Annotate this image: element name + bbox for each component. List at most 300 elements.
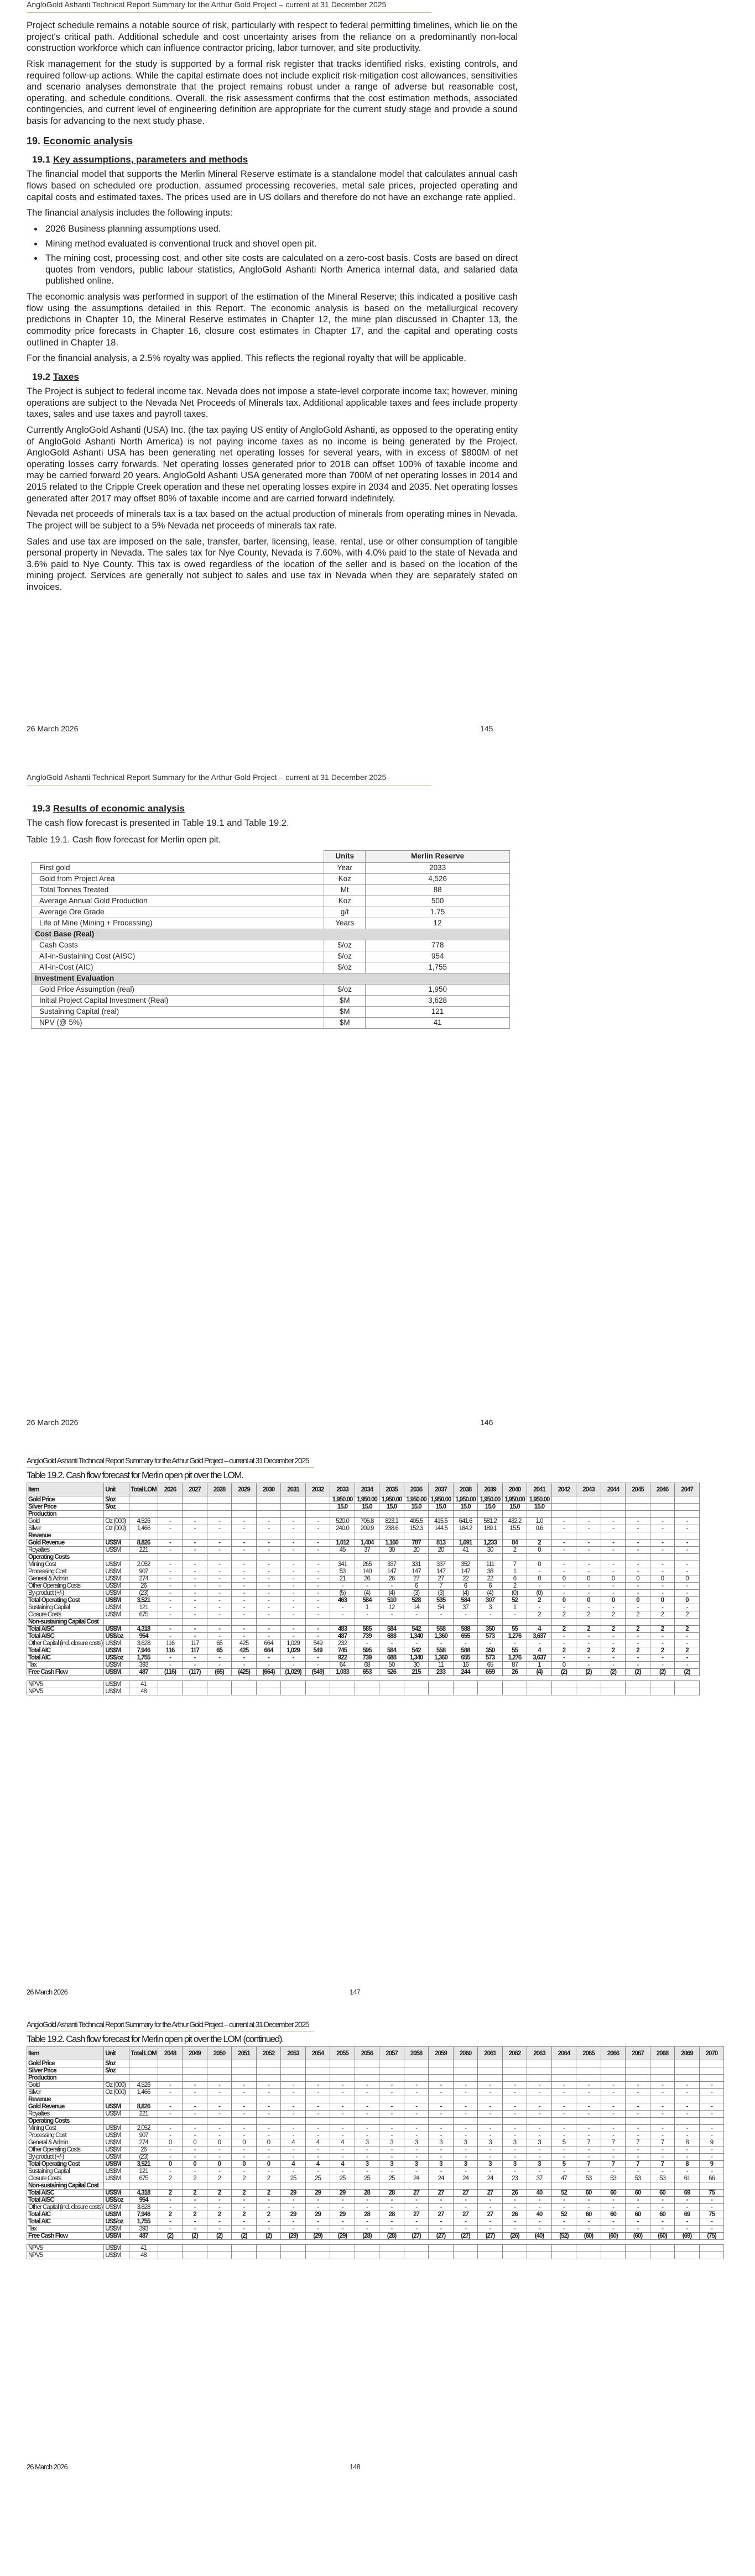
row-year-value: - <box>453 1640 478 1647</box>
row-year-value: - <box>330 2082 355 2089</box>
row-total: 221 <box>129 2111 158 2118</box>
row-year-value: 60 <box>576 2190 601 2197</box>
row-year-value: - <box>281 2197 306 2204</box>
row-year-value <box>429 2096 454 2103</box>
row-year-value: - <box>502 2204 527 2211</box>
row-total: 2,052 <box>129 1561 158 1568</box>
row-year-value: - <box>305 1654 330 1662</box>
paragraph: Project schedule remains a notable source of risk, particularly with respect to federal permitting timelines, which lie on the project's critical path. Additional schedule and cost uncertainty arises from the reliance on a predominantly non-local construction workforce which can influence contractor pricing, labor turnover, and site productivity. <box>27 20 518 54</box>
row-year-value: - <box>650 1525 675 1532</box>
row-year-value: - <box>675 1568 700 1575</box>
row-unit: $/oz <box>324 984 366 995</box>
row-year-value: - <box>576 1518 601 1525</box>
row-year-value: - <box>404 2103 429 2111</box>
row-year-value: (2) <box>183 2233 207 2240</box>
row-year-value: - <box>281 1611 306 1619</box>
row-year-value: - <box>626 1633 650 1640</box>
row-year-value <box>650 2096 675 2103</box>
section-heading <box>27 135 518 148</box>
row-year-value: 24 <box>453 2175 478 2182</box>
row-year-value: - <box>527 2082 552 2089</box>
row-year-value <box>281 1554 306 1561</box>
row-year-value <box>478 2096 503 2103</box>
row-year-value: - <box>281 1518 306 1525</box>
row-year-value: 2 <box>576 1626 601 1633</box>
row-year-value: 1,950.00 <box>453 1496 478 1504</box>
row-year-value <box>379 1619 404 1626</box>
row-year-value: 405.5 <box>404 1518 429 1525</box>
row-year-value <box>576 2245 601 2252</box>
row-year-value: - <box>207 1611 232 1619</box>
row-year-value: - <box>601 1547 626 1554</box>
row-year-value: 24 <box>429 2175 454 2182</box>
row-year-value: - <box>207 2226 232 2233</box>
page-145 <box>0 0 755 763</box>
row-year-value: - <box>601 2218 626 2226</box>
header-year: 2051 <box>232 2047 257 2060</box>
row-year-value: 4 <box>330 2139 355 2146</box>
row-year-value: - <box>232 1626 257 1633</box>
row-year-value: - <box>207 1547 232 1554</box>
row-year-value <box>453 1554 478 1561</box>
row-year-value <box>281 2096 306 2103</box>
row-unit: US$M <box>104 2111 129 2118</box>
row-year-value: - <box>650 1633 675 1640</box>
row-year-value <box>232 1504 257 1511</box>
row-year-value: - <box>158 1525 183 1532</box>
row-year-value: 510 <box>379 1597 404 1604</box>
header-year: 2038 <box>453 1483 478 1496</box>
row-year-value: - <box>158 1547 183 1554</box>
row-year-value: - <box>626 1662 650 1669</box>
row-year-value: - <box>207 2103 232 2111</box>
row-label: NPV5 <box>27 2252 104 2259</box>
row-year-value <box>576 2075 601 2082</box>
row-year-value: - <box>158 2132 183 2139</box>
row-year-value <box>551 2075 576 2082</box>
row-year-value: (0) <box>502 1590 527 1597</box>
row-year-value: (2) <box>675 1669 700 1676</box>
header-year: 2029 <box>232 1483 257 1496</box>
footer-date: 26 March 2026 <box>27 1988 67 1996</box>
row-year-value: - <box>305 1518 330 1525</box>
row-year-value <box>675 2060 700 2067</box>
row-year-value: 0 <box>158 2139 183 2146</box>
bullet-list <box>43 223 518 287</box>
row-year-value <box>305 1688 330 1695</box>
row-year-value: - <box>576 1525 601 1532</box>
row-year-value: - <box>478 2154 503 2161</box>
row-year-value: 2 <box>183 2211 207 2218</box>
row-unit: US$M <box>104 1662 129 1669</box>
row-year-value: - <box>158 2226 183 2233</box>
row-year-value <box>183 1688 207 1695</box>
row-year-value: - <box>453 2132 478 2139</box>
row-year-value: - <box>675 2204 700 2211</box>
row-year-value: 7 <box>576 2161 601 2168</box>
row-year-value <box>355 1532 379 1540</box>
row-year-value: (52) <box>551 2233 576 2240</box>
row-year-value: 558 <box>429 1626 454 1633</box>
row-year-value: (26) <box>502 2233 527 2240</box>
row-year-value: - <box>576 2226 601 2233</box>
row-year-value: - <box>626 2111 650 2118</box>
row-year-value: - <box>379 2154 404 2161</box>
row-label: Other Operating Costs <box>27 1583 104 1590</box>
row-year-value: - <box>502 1640 527 1647</box>
row-year-value: 3,637 <box>527 1633 552 1640</box>
row-year-value <box>256 2182 281 2190</box>
row-label: Total AISC <box>27 2197 104 2204</box>
row-year-value: - <box>207 1662 232 1669</box>
row-year-value <box>158 1504 183 1511</box>
table-caption: Table 19.2. Cash flow forecast for Merlin open pit over the LOM. <box>27 1470 243 1480</box>
row-year-value: - <box>626 2125 650 2132</box>
row-year-value <box>158 1511 183 1518</box>
table-row <box>27 1583 700 1590</box>
row-year-value: 20 <box>404 1547 429 1554</box>
row-year-value: 29 <box>305 2211 330 2218</box>
row-unit: US$M <box>104 1611 129 1619</box>
row-year-value: - <box>256 1662 281 1669</box>
row-year-value <box>453 1688 478 1695</box>
row-year-value: 584 <box>379 1647 404 1654</box>
row-year-value: 2 <box>551 1611 576 1619</box>
header-year: 2033 <box>330 1483 355 1496</box>
row-unit: US$/oz <box>104 1633 129 1640</box>
row-year-value: 0 <box>551 1597 576 1604</box>
row-year-value: 4 <box>305 2161 330 2168</box>
row-year-value <box>478 1688 503 1695</box>
row-year-value <box>355 1511 379 1518</box>
row-year-value: - <box>355 2197 379 2204</box>
row-unit <box>104 1532 129 1540</box>
row-year-value: - <box>675 2197 700 2204</box>
row-year-value: 7 <box>626 2139 650 2146</box>
row-year-value: - <box>207 2111 232 2118</box>
row-label: Other Capital (incl. closure costs) <box>27 2204 104 2211</box>
row-year-value: (40) <box>527 2233 552 2240</box>
header-item: Item <box>27 1483 104 1496</box>
header-year: 2053 <box>281 2047 306 2060</box>
row-year-value <box>256 1688 281 1695</box>
row-year-value: 87 <box>502 1662 527 1669</box>
row-year-value: 463 <box>330 1597 355 1604</box>
row-year-value <box>404 2067 429 2075</box>
row-year-value: 6 <box>404 1583 429 1590</box>
row-year-value: 5 <box>551 2139 576 2146</box>
footer-date: 26 March 2026 <box>27 724 79 733</box>
row-year-value: 25 <box>281 2175 306 2182</box>
row-year-value: 215 <box>404 1669 429 1676</box>
row-year-value <box>453 2067 478 2075</box>
row-year-value: 2 <box>527 1597 552 1604</box>
row-year-value: - <box>551 2089 576 2096</box>
table-row <box>27 1568 700 1575</box>
row-year-value: - <box>404 1611 429 1619</box>
row-year-value: - <box>232 1525 257 1532</box>
row-year-value: - <box>256 2226 281 2233</box>
row-total: 26 <box>129 1583 158 1590</box>
row-total <box>129 1532 158 1540</box>
row-unit: US$M <box>104 2125 129 2132</box>
row-year-value <box>355 1619 379 1626</box>
row-year-value: - <box>158 1568 183 1575</box>
row-year-value: 60 <box>601 2190 626 2197</box>
row-year-value: - <box>281 1540 306 1547</box>
row-year-value: 22 <box>478 1575 503 1583</box>
row-year-value: - <box>551 1654 576 1662</box>
row-unit: US$M <box>104 1583 129 1590</box>
row-year-value: 3,637 <box>527 1654 552 1662</box>
row-year-value: - <box>207 1540 232 1547</box>
subsection-number: 19.3 <box>32 803 51 814</box>
row-year-value <box>158 2096 183 2103</box>
row-year-value <box>675 2075 700 2082</box>
row-year-value <box>527 1532 552 1540</box>
row-year-value: - <box>281 2082 306 2089</box>
row-year-value: 28 <box>379 2190 404 2197</box>
table-row <box>32 862 510 873</box>
row-year-value: 542 <box>404 1647 429 1654</box>
row-year-value <box>626 1688 650 1695</box>
row-unit: US$M <box>104 2226 129 2233</box>
row-year-value: - <box>232 2103 257 2111</box>
row-unit: US$M <box>104 2154 129 2161</box>
row-year-value: - <box>576 2204 601 2211</box>
row-year-value: - <box>281 2125 306 2132</box>
row-year-value: - <box>478 2197 503 2204</box>
row-year-value: - <box>675 2132 700 2139</box>
row-year-value: - <box>601 2197 626 2204</box>
row-year-value: - <box>404 2125 429 2132</box>
row-year-value <box>699 2240 724 2245</box>
row-year-value <box>305 2240 330 2245</box>
row-year-value: - <box>330 2154 355 2161</box>
row-year-value <box>256 1619 281 1626</box>
table-row <box>32 884 510 896</box>
row-year-value <box>207 1496 232 1504</box>
row-year-value: 653 <box>355 1669 379 1676</box>
row-year-value: 2 <box>527 1611 552 1619</box>
row-year-value: - <box>699 2226 724 2233</box>
row-year-value: 55 <box>502 1647 527 1654</box>
paragraph: Sales and use tax are imposed on the sale, transfer, barter, licensing, lease, rental, use or other consumption of tangible personal property in Nevada. The sales tax for Nye County, Nevada is 7.60%, with 4.0% paid to the state of Nevada and 3.6% paid to Nye County. This tax is owed regardless of the location of the seller and is based on the location of the mining project. Services are generally not subject to sales and use tax in Nevada when they are separately stated on invoices. <box>27 536 518 592</box>
row-year-value: - <box>650 1662 675 1669</box>
row-year-value: (425) <box>232 1669 257 1676</box>
row-year-value <box>453 1676 478 1681</box>
row-year-value: 581.2 <box>478 1518 503 1525</box>
header-year: 2060 <box>453 2047 478 2060</box>
table-row <box>32 940 510 951</box>
row-year-value <box>404 1532 429 1540</box>
row-year-value: - <box>207 2218 232 2226</box>
row-year-value: - <box>576 2132 601 2139</box>
row-year-value <box>626 2182 650 2190</box>
row-year-value: - <box>355 2132 379 2139</box>
row-year-value <box>502 1532 527 1540</box>
row-year-value: 15.5 <box>502 1525 527 1532</box>
row-year-value: 55 <box>502 1626 527 1633</box>
row-year-value: - <box>379 2226 404 2233</box>
row-year-value <box>158 2240 183 2245</box>
row-year-value: 573 <box>478 1633 503 1640</box>
row-year-value <box>478 2075 503 2082</box>
header-year: 2055 <box>330 2047 355 2060</box>
row-year-value: 0 <box>650 1597 675 1604</box>
row-year-value <box>576 1511 601 1518</box>
row-year-value <box>527 1511 552 1518</box>
row-year-value: 1,029 <box>281 1640 306 1647</box>
row-year-value: - <box>626 2082 650 2089</box>
row-year-value: 1,033 <box>330 1669 355 1676</box>
row-year-value: - <box>576 2218 601 2226</box>
row-year-value: - <box>527 2089 552 2096</box>
header-year: 2026 <box>158 1483 183 1496</box>
row-year-value <box>650 2240 675 2245</box>
paragraph: The financial model that supports the Merlin Mineral Reserve estimate is a standalone model that calculates annual cash flows based on scheduled ore production, assumed processing recoveries, metal sale prices, projected operating and capital costs and estimated taxes. The prices used are in US dollars and therefore do not have an exchange rate applied. <box>27 169 518 202</box>
row-unit: Mt <box>324 884 366 896</box>
row-year-value: - <box>256 1611 281 1619</box>
row-year-value: 2 <box>551 1626 576 1633</box>
header-year: 2043 <box>576 1483 601 1496</box>
row-year-value: 655 <box>453 1633 478 1640</box>
table-row <box>27 2139 724 2146</box>
row-total: 7,946 <box>129 2211 158 2218</box>
row-year-value: 641.6 <box>453 1518 478 1525</box>
row-year-value: - <box>232 1547 257 1554</box>
footer-page-number: 147 <box>350 1988 360 1996</box>
table-row <box>32 995 510 1006</box>
row-year-value: 0 <box>158 2161 183 2168</box>
row-year-value: - <box>330 2125 355 2132</box>
row-year-value: - <box>601 1662 626 1669</box>
row-total <box>129 1554 158 1561</box>
row-year-value: - <box>699 2168 724 2175</box>
row-year-value: 7 <box>650 2139 675 2146</box>
row-year-value <box>551 1619 576 1626</box>
row-year-value <box>207 1532 232 1540</box>
row-year-value: - <box>305 2226 330 2233</box>
row-year-value: - <box>330 1583 355 1590</box>
row-year-value: 25 <box>330 2175 355 2182</box>
row-year-value: - <box>650 2082 675 2089</box>
row-year-value: - <box>650 1540 675 1547</box>
row-year-value <box>478 1511 503 1518</box>
row-year-value <box>626 2252 650 2259</box>
row-year-value: 60 <box>626 2190 650 2197</box>
table-row <box>27 2111 724 2118</box>
table-row <box>27 1619 700 1626</box>
row-year-value: - <box>626 1547 650 1554</box>
row-year-value: - <box>675 2226 700 2233</box>
row-year-value <box>232 1619 257 1626</box>
row-year-value: - <box>675 2168 700 2175</box>
row-year-value: 209.9 <box>355 1525 379 1532</box>
row-year-value: - <box>256 2197 281 2204</box>
row-year-value: 60 <box>650 2190 675 2197</box>
row-year-value <box>158 1619 183 1626</box>
row-year-value: - <box>576 2168 601 2175</box>
row-year-value <box>379 1688 404 1695</box>
row-year-value: - <box>232 1604 257 1611</box>
row-year-value <box>330 2245 355 2252</box>
row-year-value: - <box>355 2146 379 2154</box>
row-year-value: - <box>281 2204 306 2211</box>
row-year-value <box>601 2118 626 2125</box>
row-label: NPV5 <box>27 2245 104 2252</box>
row-year-value: 233 <box>429 1669 454 1676</box>
row-unit: US$M <box>104 1575 129 1583</box>
row-year-value <box>699 2096 724 2103</box>
row-year-value: - <box>256 2154 281 2161</box>
row-year-value: - <box>502 2168 527 2175</box>
row-year-value: - <box>650 1590 675 1597</box>
row-year-value: 1,340 <box>404 1633 429 1640</box>
row-year-value: - <box>355 2089 379 2096</box>
row-year-value: 739 <box>355 1654 379 1662</box>
row-year-value: - <box>675 1604 700 1611</box>
row-year-value: - <box>650 2204 675 2211</box>
header-units: Units <box>324 850 366 862</box>
row-label: By-product (+/-) <box>27 1590 104 1597</box>
row-year-value <box>601 2067 626 2075</box>
row-year-value <box>699 2118 724 2125</box>
row-year-value <box>527 2075 552 2082</box>
row-year-value: - <box>183 2154 207 2161</box>
row-year-value <box>576 2252 601 2259</box>
row-year-value <box>650 1504 675 1511</box>
row-year-value: - <box>281 2154 306 2161</box>
row-year-value <box>650 1511 675 1518</box>
row-year-value <box>404 1681 429 1688</box>
row-year-value: - <box>355 1611 379 1619</box>
row-year-value: (4) <box>453 1590 478 1597</box>
row-year-value: - <box>183 2103 207 2111</box>
table-row <box>27 2233 724 2240</box>
row-year-value: 3 <box>355 2161 379 2168</box>
row-year-value <box>281 1511 306 1518</box>
row-year-value: - <box>183 2125 207 2132</box>
row-year-value: - <box>576 1590 601 1597</box>
row-year-value: - <box>551 2111 576 2118</box>
row-year-value <box>626 2067 650 2075</box>
row-year-value: - <box>158 1561 183 1568</box>
row-year-value <box>429 2067 454 2075</box>
row-year-value: - <box>256 1583 281 1590</box>
row-total: 907 <box>129 1568 158 1575</box>
row-year-value: 425 <box>232 1647 257 1654</box>
row-year-value: - <box>650 1640 675 1647</box>
row-year-value <box>330 2182 355 2190</box>
row-year-value: - <box>576 2111 601 2118</box>
row-year-value: - <box>207 2204 232 2211</box>
row-year-value <box>158 2118 183 2125</box>
row-year-value: - <box>232 2218 257 2226</box>
row-year-value: 535 <box>429 1597 454 1604</box>
row-year-value: 25 <box>355 2175 379 2182</box>
row-year-value: 2 <box>158 2211 183 2218</box>
row-year-value: - <box>675 1654 700 1662</box>
header-year: 2035 <box>379 1483 404 1496</box>
table-row <box>27 1654 700 1662</box>
row-label: Gold <box>27 1518 104 1525</box>
row-year-value <box>626 1511 650 1518</box>
row-year-value: - <box>158 1540 183 1547</box>
row-year-value: - <box>551 2132 576 2139</box>
row-unit <box>104 1511 129 1518</box>
row-year-value <box>551 2245 576 2252</box>
